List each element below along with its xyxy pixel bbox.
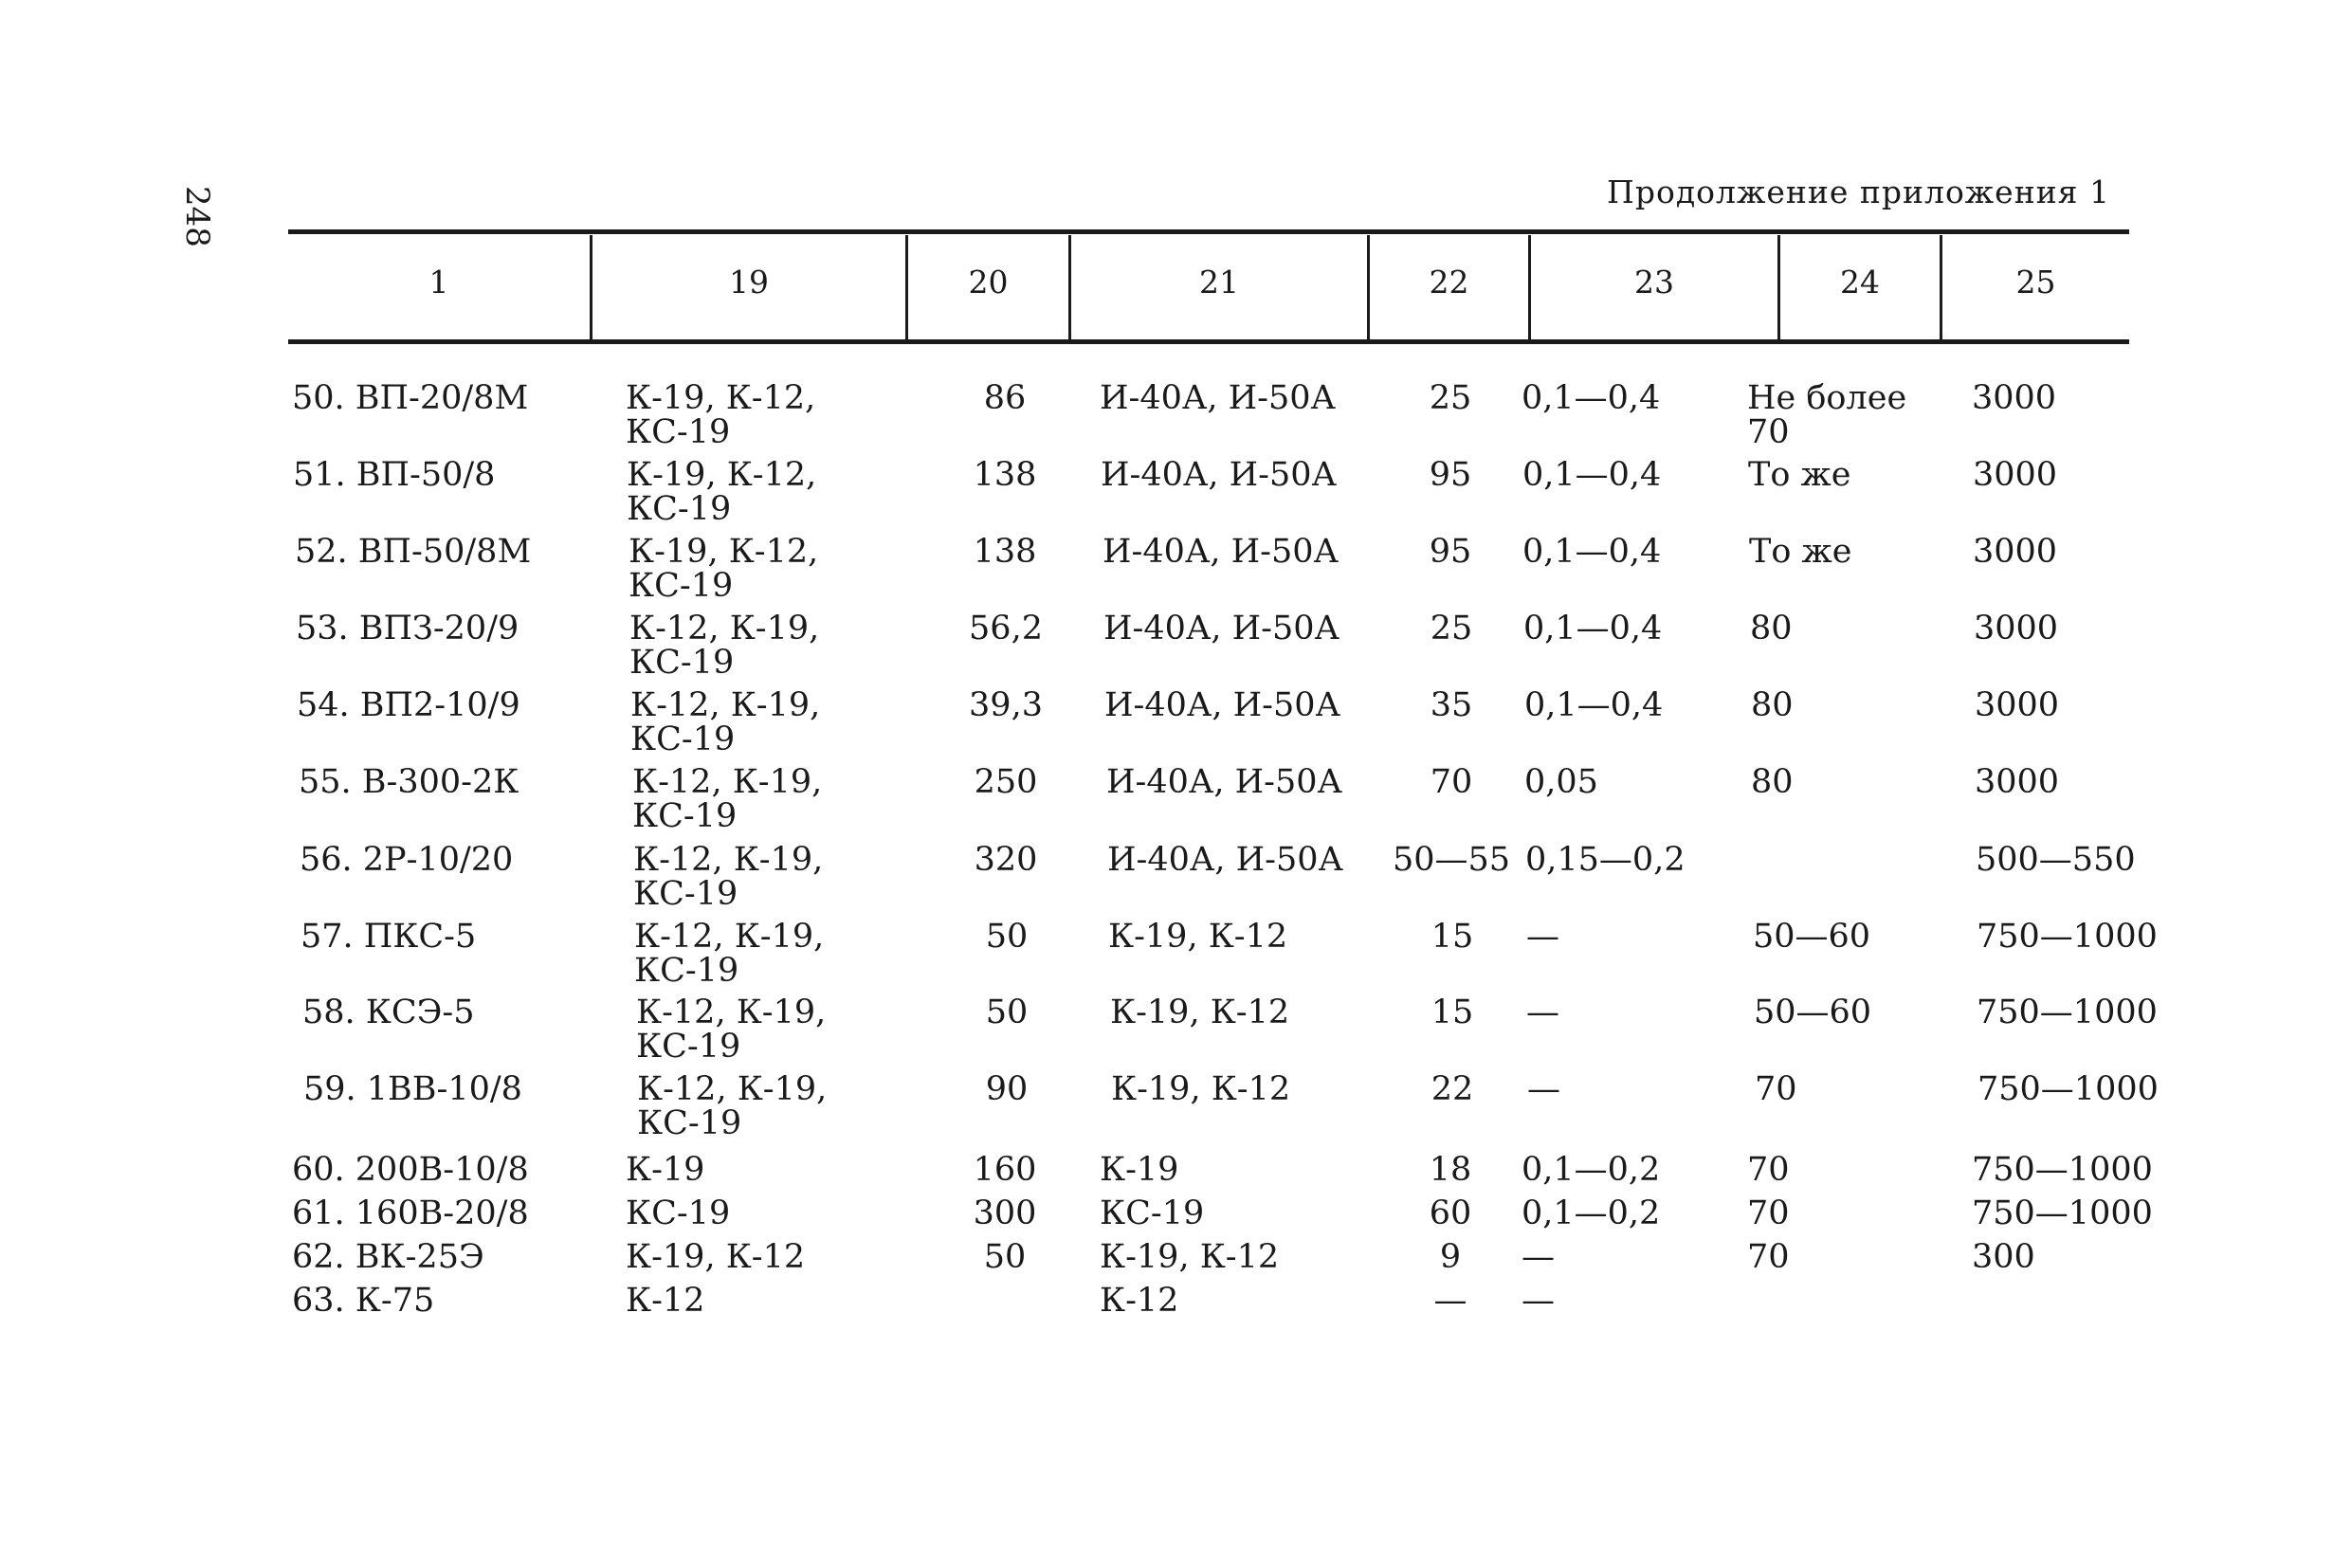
cell-col-20: 39,3 [969, 686, 1043, 724]
cell-col-23: 0,1—0,4 [1523, 610, 1663, 647]
column-header: 19 [729, 264, 769, 301]
column-header: 1 [428, 264, 449, 301]
cell-col-20: 50 [983, 1238, 1027, 1276]
cell-col-21: И-40А, И-50А [1101, 456, 1338, 494]
cell-col-24: То же [1748, 456, 1851, 494]
cell-col-22: 35 [1430, 686, 1473, 724]
cell-item: 55. В-300-2К [299, 763, 519, 801]
cell-col-23: 0,1—0,4 [1522, 533, 1662, 571]
cell-col-24: 80 [1750, 610, 1793, 647]
cell-col-23: 0,1—0,4 [1522, 456, 1662, 494]
cell-col-22: 9 [1439, 1238, 1462, 1276]
table-top-rule [288, 229, 2129, 234]
cell-col-23: — [1522, 1238, 1555, 1276]
column-header: 24 [1840, 264, 1880, 301]
cell-col-19: К-19, К-12, КС-19 [626, 379, 816, 451]
cell-col-24: 70 [1755, 1070, 1797, 1108]
cell-col-24: 70 [1747, 1194, 1790, 1232]
cell-item: 53. ВПЗ-20/9 [296, 610, 519, 647]
cell-col-21: К-19, К-12 [1108, 918, 1288, 956]
cell-item: 59. 1ВВ-10/8 [303, 1070, 522, 1108]
cell-item: 63. К-75 [292, 1282, 435, 1320]
cell-col-25: 750—1000 [1977, 994, 2158, 1031]
cell-col-22: 25 [1430, 610, 1473, 647]
cell-item: 57. ПКС-5 [301, 918, 477, 956]
cell-col-25: 750—1000 [1977, 918, 2158, 956]
cell-col-22: 18 [1429, 1151, 1472, 1189]
cell-col-24: 50—60 [1753, 918, 1871, 956]
cell-col-19: КС-19 [626, 1194, 731, 1232]
cell-col-23: 0,1—0,2 [1522, 1151, 1661, 1189]
column-header: 22 [1429, 264, 1469, 301]
cell-col-22: 15 [1431, 918, 1474, 956]
cell-col-19: К-12, К-19, КС-19 [632, 763, 823, 835]
cell-col-21: И-40А, И-50А [1107, 841, 1344, 879]
page-number: 248 [178, 186, 216, 247]
cell-col-19: К-12, К-19, КС-19 [630, 686, 821, 758]
cell-item: 54. ВП2-10/9 [297, 686, 520, 724]
cell-col-19: К-12, К-19, КС-19 [637, 1070, 828, 1142]
cell-col-24: 50—60 [1754, 994, 1872, 1031]
cell-item: 50. ВП-20/8М [292, 379, 529, 417]
cell-col-19: К-12, К-19, КС-19 [629, 610, 820, 682]
cell-col-24: То же [1749, 533, 1852, 571]
cell-col-23: 0,1—0,2 [1522, 1194, 1661, 1232]
cell-col-19: К-19 [626, 1151, 705, 1189]
cell-col-21: К-19, К-12 [1110, 994, 1290, 1031]
cell-item: 60. 200В-10/8 [292, 1151, 529, 1189]
cell-col-20: 50 [985, 994, 1029, 1031]
cell-col-21: И-40А, И-50А [1106, 763, 1343, 801]
cell-col-22: 25 [1429, 379, 1472, 417]
table-header-rule [288, 339, 2129, 344]
cell-col-20: 56,2 [969, 610, 1043, 647]
cell-col-20: 250 [974, 763, 1038, 801]
cell-item: 51. ВП-50/8 [293, 456, 496, 494]
cell-col-20: 90 [985, 1070, 1029, 1108]
cell-col-20: 50 [985, 918, 1029, 956]
cell-col-22: 70 [1430, 763, 1473, 801]
cell-col-25: 500—550 [1976, 841, 2136, 879]
column-header: 23 [1634, 264, 1674, 301]
cell-col-21: К-19 [1100, 1151, 1179, 1189]
cell-col-21: КС-19 [1100, 1194, 1205, 1232]
cell-col-24: 70 [1747, 1238, 1790, 1276]
cell-col-19: К-19, К-12 [626, 1238, 806, 1276]
cell-col-22: 15 [1431, 994, 1474, 1031]
cell-col-25: 300 [1972, 1238, 2035, 1276]
column-header: 20 [968, 264, 1009, 301]
cell-col-21: К-12 [1100, 1282, 1179, 1320]
cell-col-20: 300 [973, 1194, 1037, 1232]
cell-col-22: 50—55 [1392, 841, 1511, 879]
cell-col-20: 138 [973, 456, 1037, 494]
cell-col-23: — [1526, 918, 1559, 956]
cell-col-21: И-40А, И-50А [1100, 379, 1337, 417]
cell-col-23: — [1526, 994, 1559, 1031]
table-caption: Продолжение приложения 1 [1607, 173, 2110, 210]
cell-col-19: К-19, К-12, КС-19 [629, 533, 819, 605]
cell-col-21: И-40А, И-50А [1103, 610, 1340, 647]
cell-col-25: 3000 [1974, 610, 2059, 647]
cell-col-20: 138 [973, 533, 1037, 571]
column-header: 21 [1199, 264, 1239, 301]
cell-col-19: К-12 [626, 1282, 705, 1320]
cell-item: 52. ВП-50/8М [295, 533, 532, 571]
cell-col-22: 95 [1429, 533, 1472, 571]
cell-col-24: Не более 70 [1747, 379, 1907, 451]
cell-col-22: 95 [1429, 456, 1472, 494]
cell-item: 58. КСЭ-5 [302, 994, 475, 1031]
cell-col-19: К-12, К-19, КС-19 [636, 994, 827, 1066]
cell-col-21: К-19, К-12 [1100, 1238, 1280, 1276]
cell-col-24: 80 [1751, 686, 1794, 724]
cell-col-25: 3000 [1973, 456, 2058, 494]
cell-col-22: 22 [1431, 1070, 1474, 1108]
cell-col-19: К-12, К-19, КС-19 [634, 918, 825, 990]
cell-col-23: — [1527, 1070, 1560, 1108]
cell-col-20: 320 [974, 841, 1038, 879]
cell-col-23: 0,05 [1524, 763, 1598, 801]
cell-col-25: 750—1000 [1972, 1151, 2153, 1189]
cell-col-23: 0,15—0,2 [1525, 841, 1686, 879]
cell-col-19: К-12, К-19, КС-19 [633, 841, 824, 913]
cell-col-25: 3000 [1972, 379, 2057, 417]
cell-col-25: 3000 [1975, 686, 2060, 724]
cell-item: 56. 2Р-10/20 [300, 841, 514, 879]
cell-col-22: — [1433, 1282, 1467, 1320]
cell-col-25: 750—1000 [1972, 1194, 2153, 1232]
cell-col-23: 0,1—0,4 [1524, 686, 1664, 724]
cell-col-19: К-19, К-12, КС-19 [627, 456, 817, 528]
cell-col-21: И-40А, И-50А [1104, 686, 1341, 724]
cell-col-23: — [1522, 1282, 1555, 1320]
cell-item: 61. 160В-20/8 [292, 1194, 529, 1232]
cell-col-24: 70 [1747, 1151, 1790, 1189]
cell-col-25: 3000 [1973, 533, 2058, 571]
cell-col-25: 3000 [1975, 763, 2060, 801]
cell-col-25: 750—1000 [1977, 1070, 2159, 1108]
cell-item: 62. ВК-25Э [292, 1238, 484, 1276]
column-header: 25 [2015, 264, 2056, 301]
cell-col-22: 60 [1429, 1194, 1472, 1232]
cell-col-21: К-19, К-12 [1111, 1070, 1291, 1108]
cell-col-20: 160 [973, 1151, 1037, 1189]
cell-col-24: 80 [1751, 763, 1794, 801]
cell-col-23: 0,1—0,4 [1522, 379, 1661, 417]
cell-col-21: И-40А, И-50А [1103, 533, 1340, 571]
cell-col-20: 86 [983, 379, 1027, 417]
